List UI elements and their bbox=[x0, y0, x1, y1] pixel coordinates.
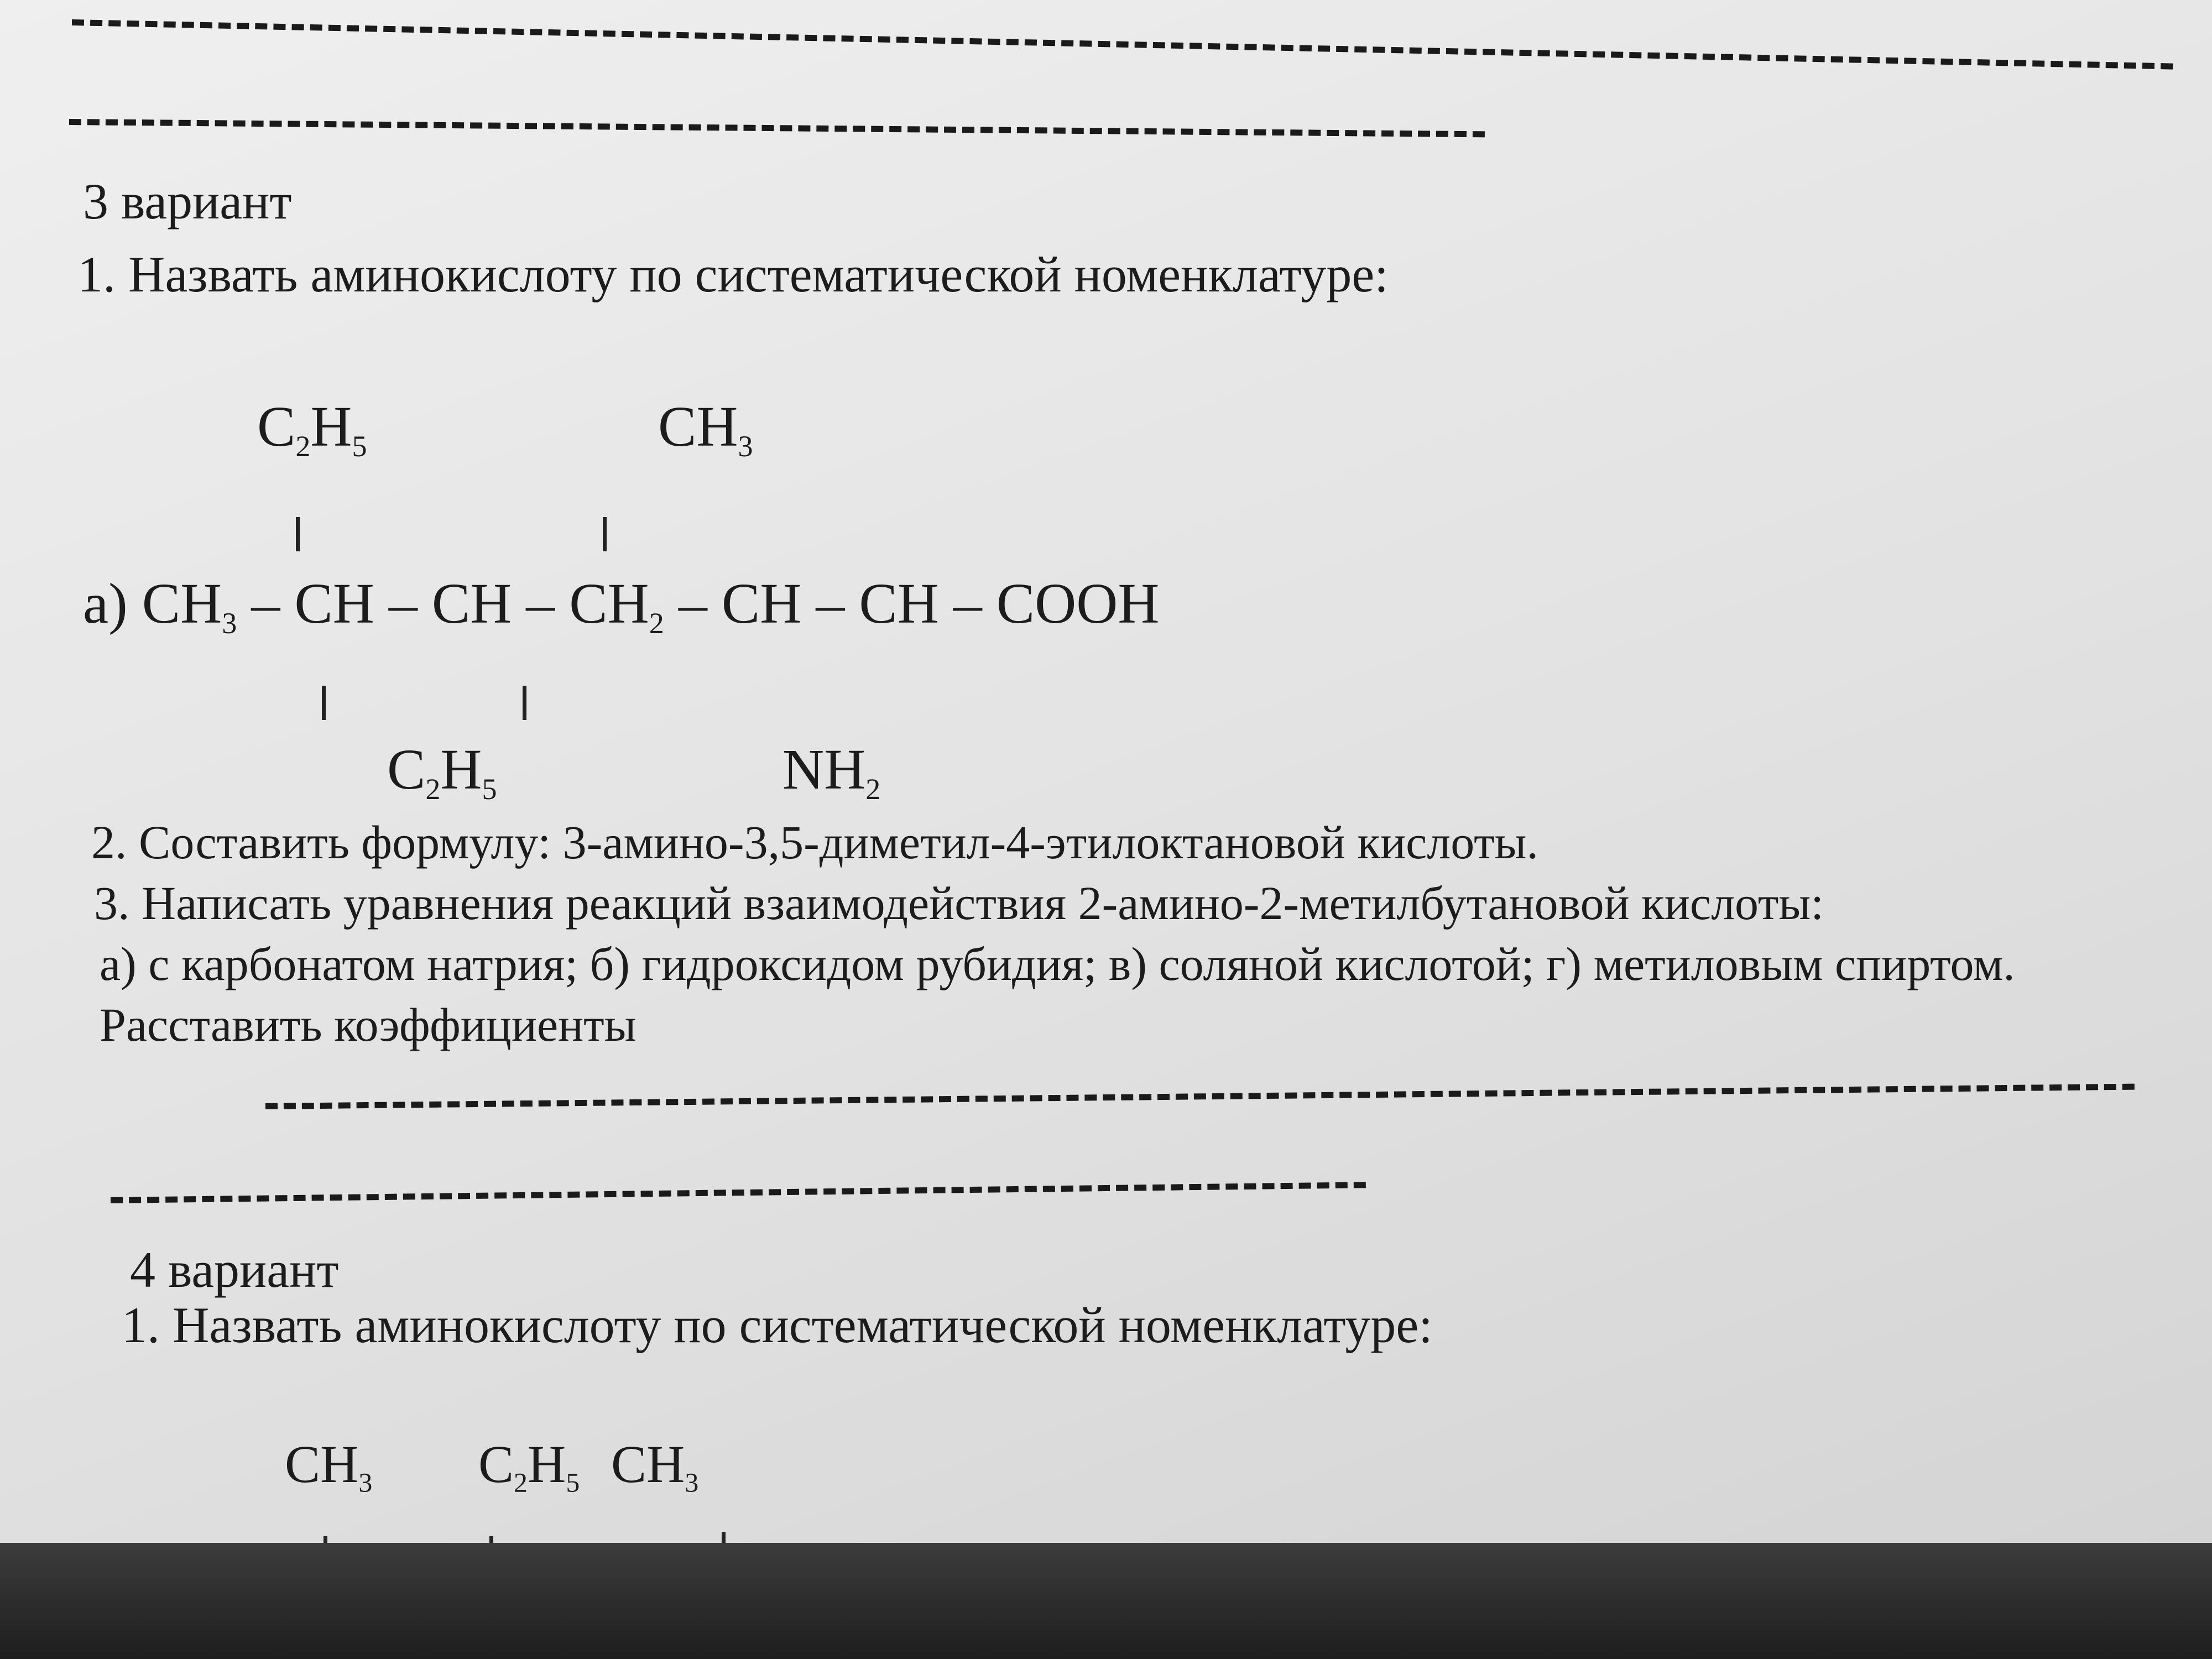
variant-4-task-1: 1. Назвать аминокислоту по систематической номенклатуре: bbox=[122, 1297, 1433, 1353]
separator-line bbox=[111, 1182, 1366, 1203]
variant-3-task-2: 2. Составить формулу: 3-амино-3,5-диметил-4-этилоктановой кислоты. bbox=[91, 816, 1538, 869]
variant-3-task-3-note: Расставить коэффициенты bbox=[100, 998, 637, 1051]
separator-line bbox=[69, 119, 1485, 137]
v4-substituent-methyl-2: $CH_3$ bbox=[611, 1434, 699, 1498]
bond-line bbox=[523, 686, 526, 720]
v4-substituent-ethyl: $C_2H_5$ bbox=[478, 1434, 580, 1498]
substituent-ethyl-bottom: $C_2H_5$ bbox=[387, 738, 497, 806]
monitor-bezel bbox=[0, 1543, 2212, 1659]
variant-4-heading: 4 вариант bbox=[130, 1241, 339, 1298]
substituent-ethyl-top: $C_2H_5$ bbox=[257, 395, 367, 463]
substituent-amino-bottom: $NH_2$ bbox=[782, 738, 881, 806]
substituent-methyl-top: $CH_3$ bbox=[658, 395, 753, 463]
bond-line bbox=[296, 517, 300, 551]
bond-line bbox=[322, 686, 326, 720]
separator-line bbox=[265, 1084, 2135, 1109]
main-chain-formula: а) $CH_3$ – CH – CH – $CH_2$ – CH – CH – COOH bbox=[83, 572, 1160, 640]
variant-3-task-1: 1. Назвать аминокислоту по систематической номенклатуре: bbox=[77, 246, 1389, 302]
v4-substituent-methyl: $CH_3$ bbox=[285, 1434, 373, 1498]
separator-line bbox=[72, 19, 2173, 70]
variant-3-task-3-options: а) с карбонатом натрия; б) гидроксидом рубидия; в) соляной кислотой; г) метиловым спиртом. bbox=[100, 937, 2015, 990]
variant-3-task-3: 3. Написать уравнения реакций взаимодействия 2-амино-2-метилбутановой кислоты: bbox=[94, 877, 1824, 930]
variant-3-heading: 3 вариант bbox=[83, 173, 292, 229]
bond-line bbox=[603, 517, 607, 551]
